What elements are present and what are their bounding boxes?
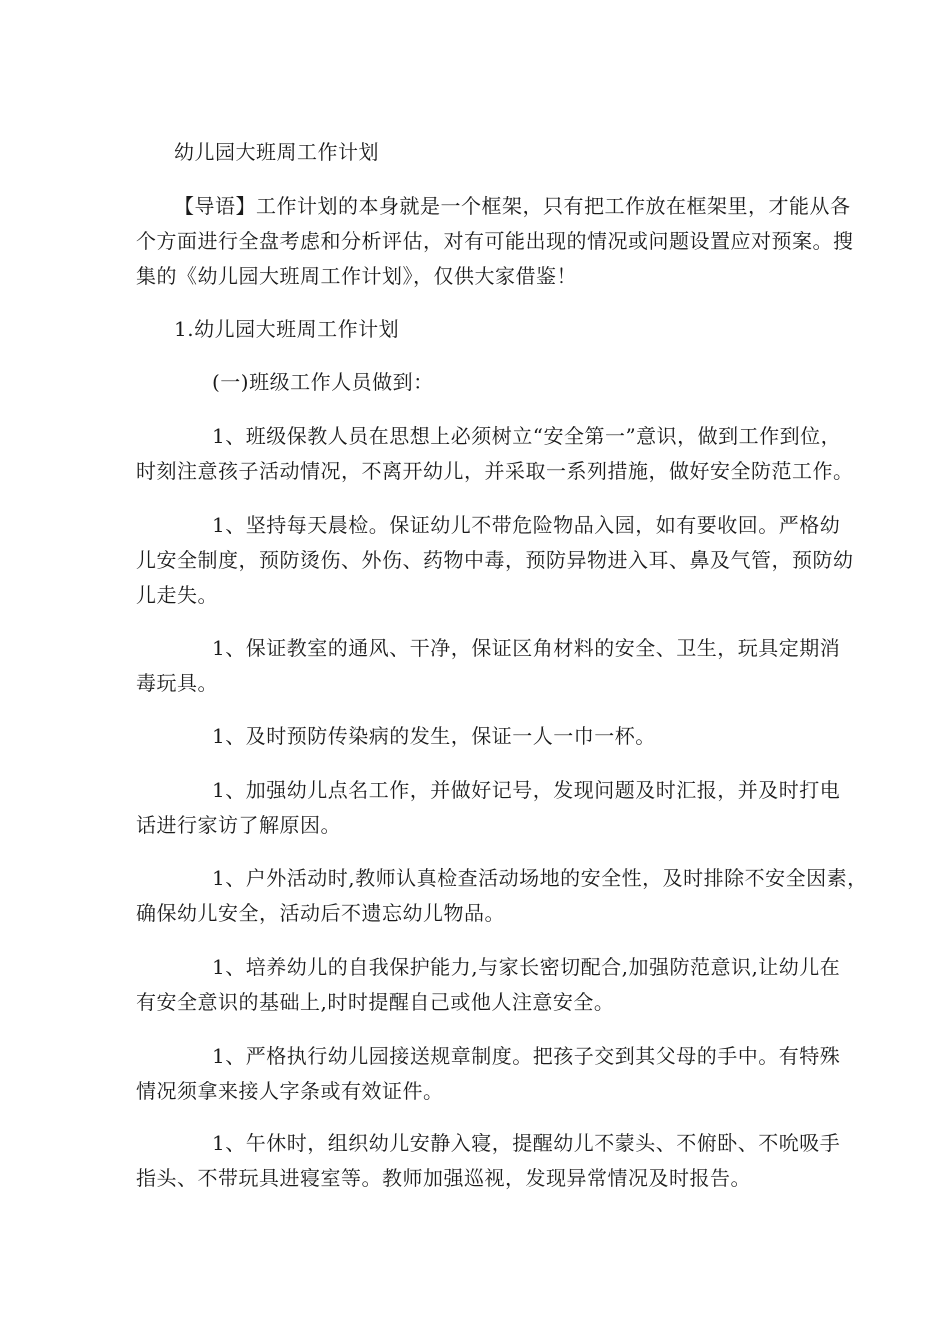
item-4-line-1: 1、及时预防传染病的发生，保证一人一巾一杯。 xyxy=(212,724,656,748)
item-7-line-1: 1、培养幼儿的自我保护能力,与家长密切配合,加强防范意识,让幼儿在 xyxy=(212,955,841,979)
intro-line-3: 集的《幼儿园大班周工作计划》，仅供大家借鉴！ xyxy=(136,264,577,288)
item-3-line-2: 毒玩具。 xyxy=(136,671,218,695)
item-6-line-1: 1、户外活动时,教师认真检查活动场地的安全性，及时排除不安全因素， xyxy=(212,866,868,890)
item-8-line-1: 1、严格执行幼儿园接送规章制度。把孩子交到其父母的手中。有特殊 xyxy=(212,1044,841,1068)
document-title: 幼儿园大班周工作计划 xyxy=(174,140,379,164)
item-1-line-1: 1、班级保教人员在思想上必须树立“安全第一”意识，做到工作到位， xyxy=(212,424,842,448)
item-5-line-1: 1、加强幼儿点名工作，并做好记号，发现问题及时汇报，并及时打电 xyxy=(212,778,841,802)
item-2-line-1: 1、坚持每天晨检。保证幼儿不带危险物品入园，如有要收回。严格幼 xyxy=(212,513,841,537)
item-2-line-2: 儿安全制度，预防烫伤、外伤、药物中毒，预防异物进入耳、鼻及气管，预防幼 xyxy=(136,548,854,572)
intro-line-2: 个方面进行全盘考虑和分析评估，对有可能出现的情况或问题设置应对预案。搜 xyxy=(136,229,854,253)
item-5-line-2: 话进行家访了解原因。 xyxy=(136,813,341,837)
item-7-line-2: 有安全意识的基础上,时时提醒自己或他人注意安全。 xyxy=(136,990,615,1014)
item-9-line-2: 指头、不带玩具进寝室等。教师加强巡视，发现异常情况及时报告。 xyxy=(136,1166,751,1190)
item-9-line-1: 1、午休时，组织幼儿安静入寝，提醒幼儿不蒙头、不俯卧、不吮吸手 xyxy=(212,1131,841,1155)
intro-line-1: 【导语】工作计划的本身就是一个框架，只有把工作放在框架里，才能从各 xyxy=(174,194,851,218)
section-heading: 1.幼儿园大班周工作计划 xyxy=(174,317,400,341)
item-3-line-1: 1、保证教室的通风、干净，保证区角材料的安全、卫生，玩具定期消 xyxy=(212,636,841,660)
item-8-line-2: 情况须拿来接人字条或有效证件。 xyxy=(136,1079,444,1103)
item-6-line-2: 确保幼儿安全，活动后不遗忘幼儿物品。 xyxy=(136,901,505,925)
item-1-line-2: 时刻注意孩子活动情况，不离开幼儿，并采取一系列措施，做好安全防范工作。 xyxy=(136,459,854,483)
subsection-heading: (一)班级工作人员做到： xyxy=(212,370,434,394)
item-2-line-3: 儿走失。 xyxy=(136,583,218,607)
